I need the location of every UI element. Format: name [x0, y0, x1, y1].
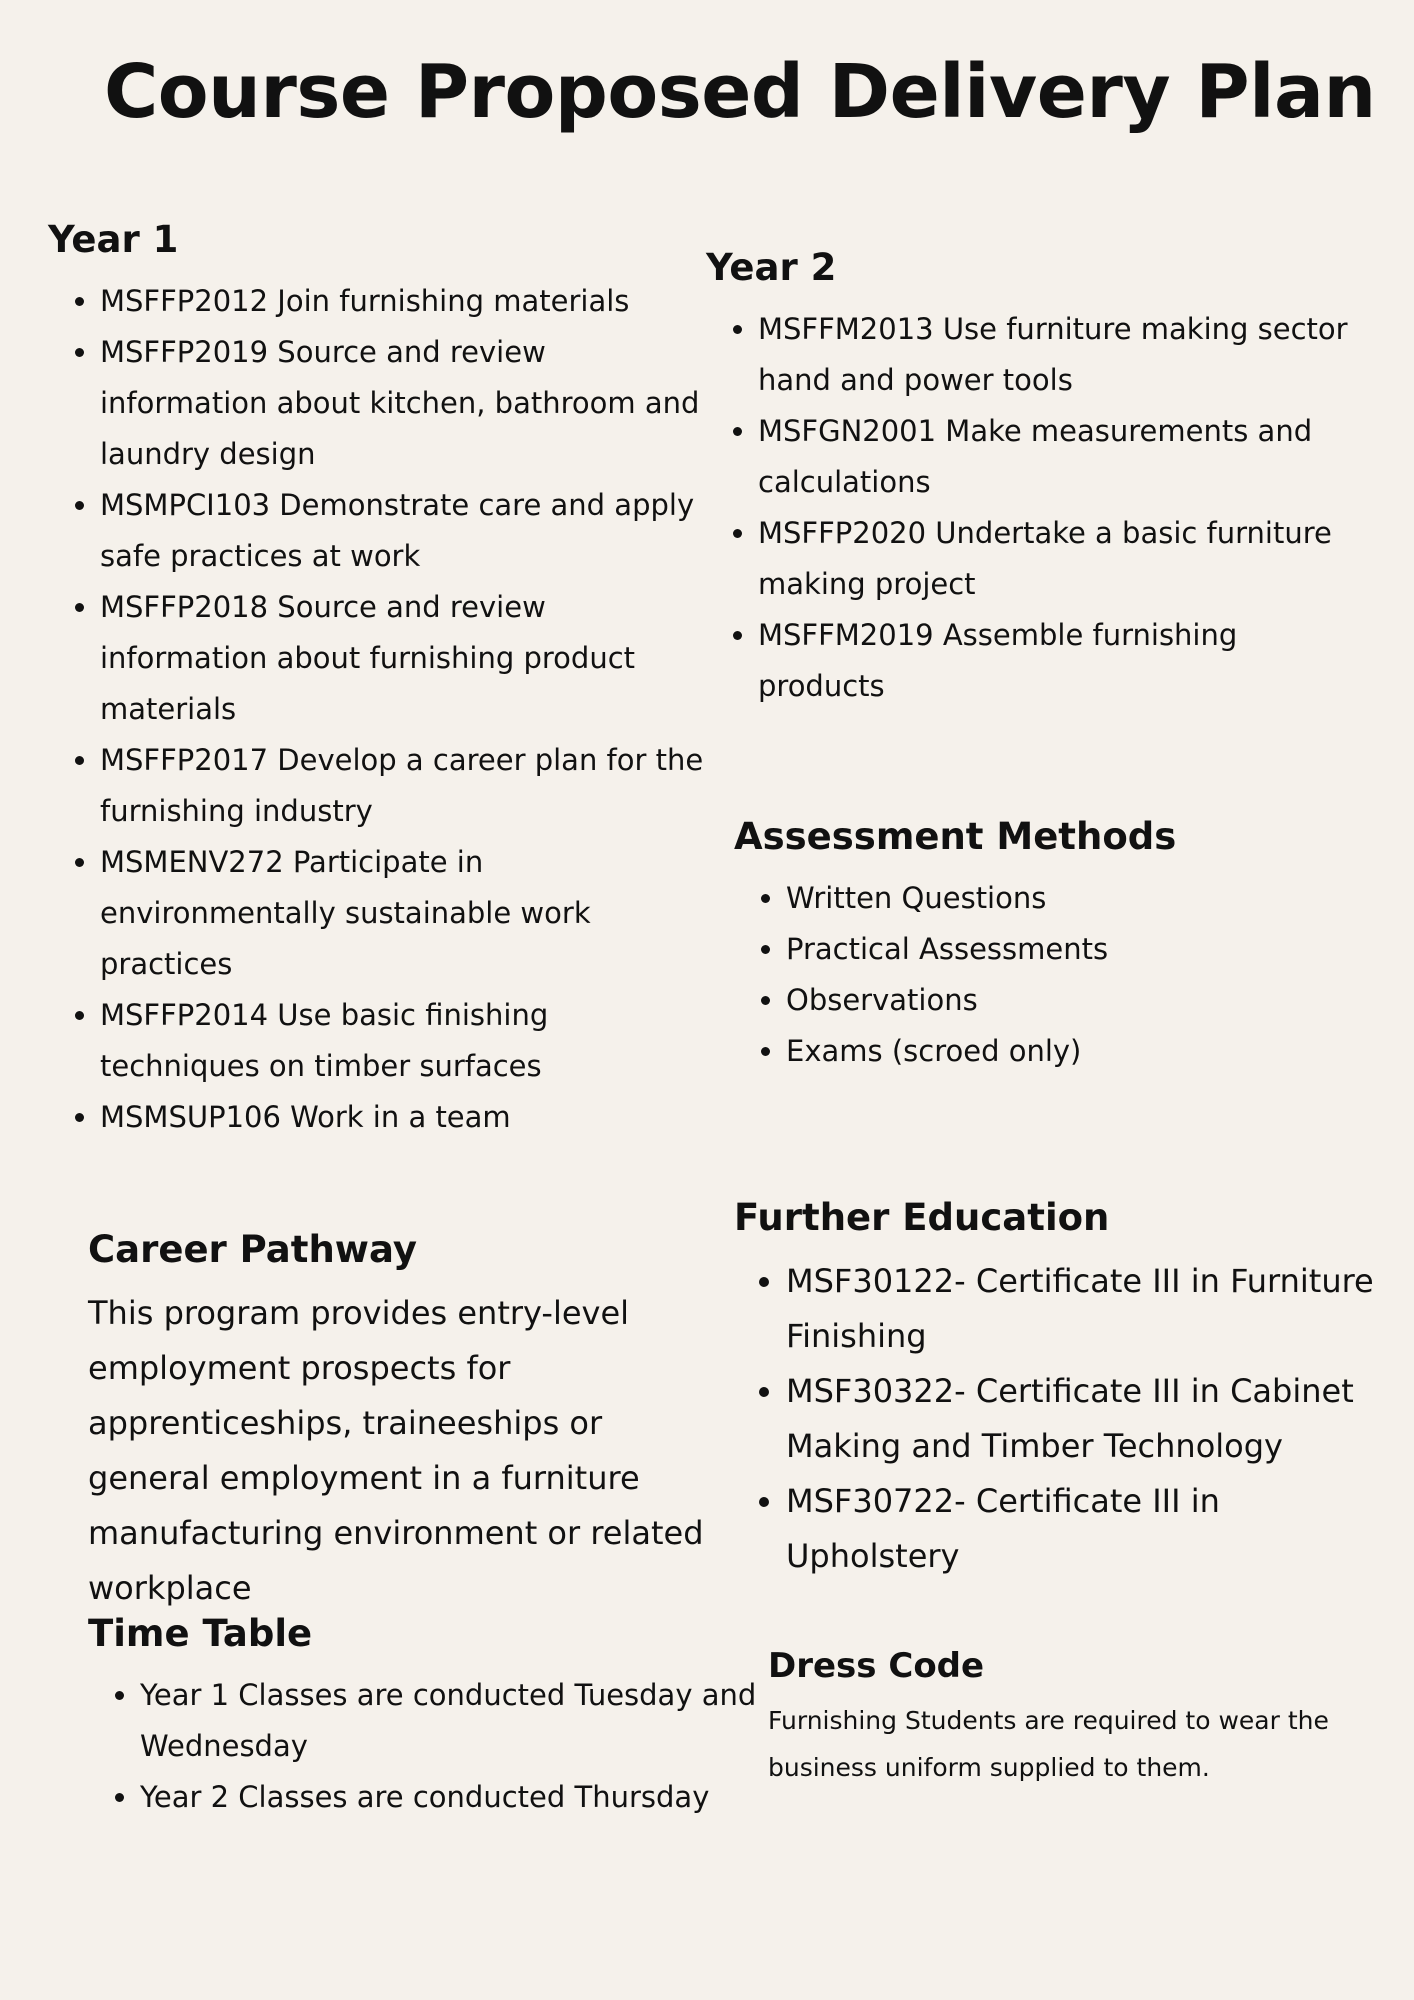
list-item: • Observations [786, 975, 1354, 1026]
list-item: • Exams (scroed only) [786, 1026, 1354, 1077]
time-table-list [88, 1670, 778, 1823]
time-table-section [88, 1612, 778, 1823]
time-table-heading: Time Table [88, 1612, 313, 1655]
list-item: • MSFGN2001 Make measurements and calculations [758, 406, 1366, 508]
further-education-section [734, 1196, 1374, 1584]
career-pathway-text: This program provides entry-level employment prospects for apprenticeships, traineeships or general employment in a furniture manufacturing environment or related workplace [88, 1294, 704, 1608]
list-item: • Written Questions [786, 873, 1354, 924]
list-item: • MSF30322- Certificate III in Cabinet Making and Timber Technology [786, 1364, 1374, 1474]
assessment-methods-section [734, 815, 1354, 1077]
year-2-unit-list [706, 304, 1366, 712]
page-title: Course Proposed Delivery Plan [104, 49, 1376, 135]
year-1-heading: Year 1 [48, 218, 179, 261]
list-item: • MSF30122- Certificate III in Furniture Finishing [786, 1254, 1374, 1364]
list-item: • MSFFM2013 Use furniture making sector hand and power tools [758, 304, 1366, 406]
list-item: • MSFFP2018 Source and review information about furnishing product materials [100, 582, 708, 735]
year-2-heading: Year 2 [706, 246, 837, 289]
list-item: • MSFFP2014 Use basic finishing techniques on timber surfaces [100, 990, 708, 1092]
list-item: • Year 1 Classes are conducted Tuesday and Wednesday [140, 1670, 778, 1772]
career-pathway-heading: Career Pathway [88, 1228, 417, 1271]
assessment-methods-heading: Assessment Methods [734, 815, 1177, 858]
assessment-methods-list [734, 873, 1354, 1077]
list-item: • MSMPCI103 Demonstrate care and apply safe practices at work [100, 480, 708, 582]
year-2-section [706, 246, 1366, 712]
further-education-list [734, 1254, 1374, 1584]
list-item: • MSFFP2019 Source and review information about kitchen, bathroom and laundry design [100, 327, 708, 480]
year-1-section [48, 218, 708, 1143]
list-item: • MSFFP2020 Undertake a basic furniture making project [758, 508, 1366, 610]
list-item: • MSF30722- Certificate III in Upholstery [786, 1474, 1374, 1584]
career-pathway-section [88, 1228, 728, 1616]
further-education-heading: Further Education [734, 1196, 1110, 1239]
dress-code-section [768, 1646, 1388, 1791]
year-1-unit-list [48, 276, 708, 1143]
list-item: • MSFFP2017 Develop a career plan for the furnishing industry [100, 735, 708, 837]
dress-code-text: Furnishing Students are required to wear the business uniform supplied to them. [768, 1705, 1329, 1782]
list-item: • MSFFP2012 Join furnishing materials [100, 276, 708, 327]
list-item: • Practical Assessments [786, 924, 1354, 975]
dress-code-heading: Dress Code [768, 1646, 985, 1686]
list-item: • Year 2 Classes are conducted Thursday [140, 1772, 778, 1823]
list-item: • MSMSUP106 Work in a team [100, 1092, 708, 1143]
list-item: • MSFFM2019 Assemble furnishing products [758, 610, 1366, 712]
list-item: • MSMENV272 Participate in environmentally sustainable work practices [100, 837, 708, 990]
